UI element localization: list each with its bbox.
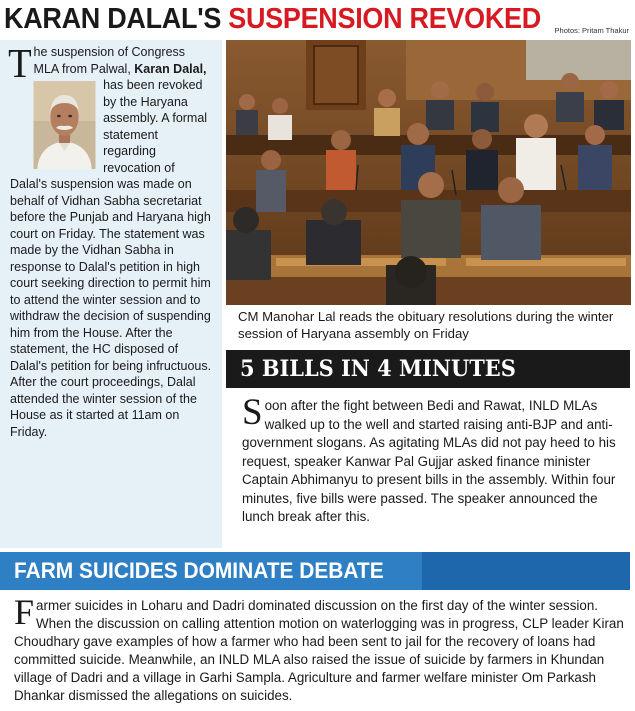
farm-section-band: [0, 552, 630, 590]
headline-part-action: SUSPENSION REVOKED: [228, 3, 541, 35]
page-headline: [4, 0, 541, 38]
farm-body: armer suicides in Loharu and Dadri dominated discussion on the first day of the winter session. When the discussion on calling attention motion on waterlogging was in progress, CLP leader Kiran Choudhary gave examples of how a farmer who had been sent to jail for the recovery of loans had committed suicide. Meanwhile, an INLD MLA also raised the issue of suicide by farmers in Khundan village of Dadri and a village in Garhi Sampla. Agriculture and farmer welfare minister Om Parkash Dhankar dismissed the allegations on suicides.: [14, 598, 624, 703]
headline-part-name: KARAN DALAL'S: [4, 3, 229, 35]
assembly-session-photo: [226, 40, 631, 305]
photo-caption: CM Manohar Lal reads the obituary resolutions during the winter session of Haryana assembly on Friday: [238, 309, 614, 341]
main-story-name: Karan Dalal,: [134, 60, 207, 76]
bills-section-bar: [226, 350, 630, 388]
bills-section-title: 5 BILLS IN 4 MINUTES: [240, 356, 516, 382]
main-story-body: has been revoked by the Haryana assembly. A formal statement regarding revocation of Dalal's suspension was made on behalf of Vidhan Sabha secretariat before the Punjab and Haryana high court on Friday. The statement was made by the Vidhan Sabha in response to Dalal's petition in high court seeking direction to permit him to attend the winter session and to withdraw the decision of suspending him from the House. After the statement, the HC disposed of Dalal's petition for being infructuous. After the court proceedings, Dalal attended the winter session of the House as it started at 11am on Friday.: [10, 77, 212, 439]
bills-section-text: [242, 392, 628, 527]
bills-body: oon after the fight between Bedi and Rawat, INLD MLAs walked up to the well and started raising anti-BJP and anti-government slogans. As agitating MLAs did not pay heed to his request, speaker Kanwar Pal Gujjar asked finance minister Captain Abhimanyu to present bills in the assembly. Within four minutes, five bills were passed. The speaker announced the lunch break after this.: [242, 398, 616, 524]
main-story-box: [0, 40, 222, 548]
farm-dropcap: F: [14, 592, 35, 632]
bills-dropcap: S: [242, 392, 263, 433]
main-story-text: [8, 40, 213, 440]
karan-dalal-portrait: [34, 81, 96, 169]
photo-credit: Photos: Pritam Thakur: [554, 26, 629, 35]
farm-section-title: FARM SUICIDES DOMINATE DEBATE: [14, 558, 384, 583]
main-story-intro: he suspension of Congress MLA from Palwal,: [33, 44, 186, 76]
main-story-dropcap: T: [8, 40, 32, 86]
farm-section-text: [14, 592, 626, 705]
